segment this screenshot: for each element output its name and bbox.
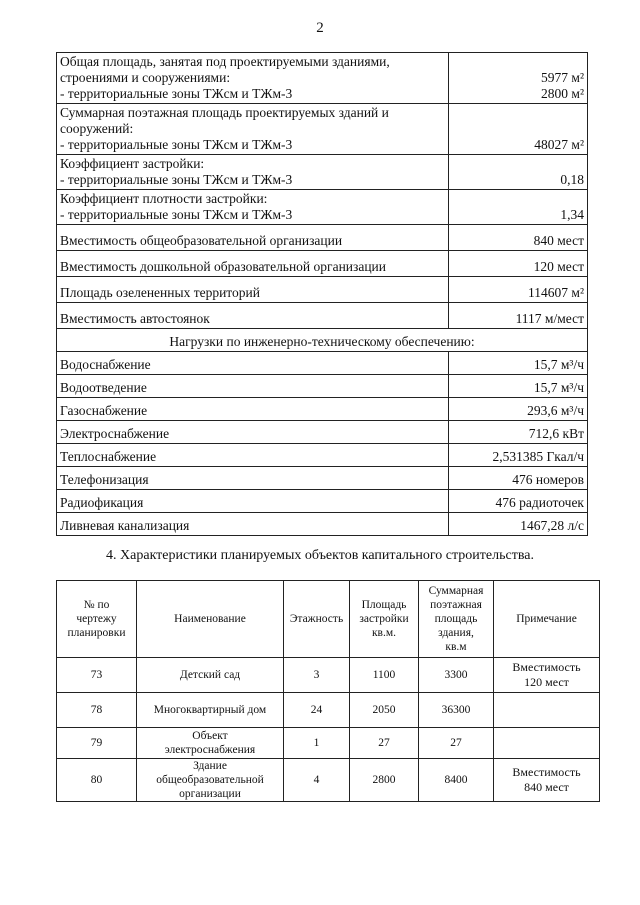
column-header-line: Наименование (174, 613, 246, 625)
object-number: 73 (57, 658, 137, 693)
param-label (57, 53, 449, 104)
object-note-line: 840 мест (524, 780, 569, 794)
column-header-line: кв.м. (371, 627, 397, 639)
param-label-line: Коэффициент застройки: (60, 156, 205, 171)
param-label: Площадь озелененных территорий (57, 277, 449, 303)
object-note (494, 693, 600, 728)
section-title: 4. Характеристики планируемых объектов капитального строительства. (106, 548, 534, 563)
param-label: Вместимость дошкольной образовательной организации (57, 251, 449, 277)
param-label: Вместимость автостоянок (57, 303, 449, 329)
object-name-line: организации (179, 788, 241, 800)
param-value-line: 5977 м² (541, 70, 584, 85)
param-row (57, 53, 588, 104)
object-name-line: Многоквартирный дом (153, 704, 267, 716)
param-row (57, 190, 588, 225)
param-value-line: 1,34 (560, 207, 584, 222)
param-row (57, 277, 588, 303)
param-value-line: 0,18 (560, 172, 584, 187)
column-header (350, 581, 419, 658)
object-floors: 3 (284, 658, 350, 693)
object-number: 80 (57, 759, 137, 802)
column-header-line: чертежу (76, 613, 117, 625)
column-header-line: поэтажная (430, 599, 482, 611)
param-row (57, 104, 588, 155)
param-label-line: строениями и сооружениями: (60, 70, 231, 85)
load-value: 712,6 кВт (449, 421, 588, 444)
param-value: 1117 м/мест (449, 303, 588, 329)
load-value: 476 номеров (449, 467, 588, 490)
object-note-line: 120 мест (524, 675, 569, 689)
object-total-area: 3300 (419, 658, 494, 693)
column-header (57, 581, 137, 658)
param-label-line: Коэффициент плотности застройки: (60, 191, 268, 206)
param-row (57, 225, 588, 251)
object-name-line: электроснабжения (164, 744, 256, 756)
param-label-line: сооружений: (60, 121, 134, 136)
param-value (449, 190, 588, 225)
object-number: 78 (57, 693, 137, 728)
load-label: Телефонизация (57, 467, 449, 490)
objects-header-row (57, 581, 600, 658)
load-row (57, 398, 588, 421)
param-label-line: - территориальные зоны ТЖсм и ТЖм-3 (60, 207, 293, 222)
object-row (57, 693, 600, 728)
load-value: 1467,28 л/с (449, 513, 588, 536)
param-label-line: Общая площадь, занятая под проектируемыми зданиями, (60, 54, 390, 69)
object-row (57, 759, 600, 802)
load-row (57, 490, 588, 513)
loads-header-row (57, 329, 588, 352)
column-header-line: кв.м (445, 641, 467, 653)
column-header-line: Суммарная (428, 585, 484, 597)
param-label-line: - территориальные зоны ТЖсм и ТЖм-3 (60, 137, 293, 152)
column-header (494, 581, 600, 658)
load-row (57, 421, 588, 444)
object-name (137, 728, 284, 759)
capital-objects-table (56, 580, 600, 802)
column-header-line: застройки (359, 613, 409, 625)
object-name (137, 693, 284, 728)
param-value (449, 104, 588, 155)
load-label: Радиофикация (57, 490, 449, 513)
object-row (57, 728, 600, 759)
param-value: 840 мест (449, 225, 588, 251)
load-label: Водоснабжение (57, 352, 449, 375)
load-value: 15,7 м³/ч (449, 352, 588, 375)
param-row (57, 251, 588, 277)
object-note-line: Вместимость (512, 765, 581, 779)
object-floors: 4 (284, 759, 350, 802)
load-label: Электроснабжение (57, 421, 449, 444)
param-value (449, 53, 588, 104)
project-parameters-table (56, 52, 588, 536)
load-value: 293,6 м³/ч (449, 398, 588, 421)
object-area: 2050 (350, 693, 419, 728)
object-floors: 24 (284, 693, 350, 728)
object-row (57, 658, 600, 693)
param-label (57, 104, 449, 155)
object-note (494, 728, 600, 759)
loads-header: Нагрузки по инженерно-техническому обеспечению: (57, 329, 588, 352)
load-row (57, 375, 588, 398)
load-value: 2,531385 Гкал/ч (449, 444, 588, 467)
object-name-line: Детский сад (179, 669, 241, 681)
param-label (57, 190, 449, 225)
param-value-line: 2800 м² (541, 86, 584, 101)
column-header-line: Примечание (516, 613, 577, 625)
param-label (57, 155, 449, 190)
param-row (57, 303, 588, 329)
object-area: 2800 (350, 759, 419, 802)
page-number: 2 (316, 20, 324, 36)
load-row (57, 444, 588, 467)
load-row (57, 513, 588, 536)
column-header-line: Этажность (289, 613, 344, 625)
column-header (137, 581, 284, 658)
object-note (494, 759, 600, 802)
load-label: Газоснабжение (57, 398, 449, 421)
object-note-line: Вместимость (512, 660, 581, 674)
object-name (137, 658, 284, 693)
load-label: Теплоснабжение (57, 444, 449, 467)
object-name-line: общеобразовательной (156, 774, 264, 786)
object-name (137, 759, 284, 802)
load-label: Ливневая канализация (57, 513, 449, 536)
param-value: 120 мест (449, 251, 588, 277)
object-note (494, 658, 600, 693)
param-value (449, 155, 588, 190)
load-label: Водоотведение (57, 375, 449, 398)
column-header-line: планировки (67, 627, 126, 639)
column-header-line: площадь (434, 613, 478, 625)
object-floors: 1 (284, 728, 350, 759)
load-value: 15,7 м³/ч (449, 375, 588, 398)
param-label-line: - территориальные зоны ТЖсм и ТЖм-3 (60, 172, 293, 187)
object-number: 79 (57, 728, 137, 759)
object-total-area: 36300 (419, 693, 494, 728)
load-value: 476 радиоточек (449, 490, 588, 513)
param-row (57, 155, 588, 190)
object-name-line: Здание (193, 760, 227, 772)
param-label-line: - территориальные зоны ТЖсм и ТЖм-3 (60, 86, 293, 101)
column-header-line: № по (83, 599, 110, 611)
param-label: Вместимость общеобразовательной организации (57, 225, 449, 251)
object-total-area: 27 (419, 728, 494, 759)
param-value: 114607 м² (449, 277, 588, 303)
load-row (57, 352, 588, 375)
object-area: 27 (350, 728, 419, 759)
column-header (284, 581, 350, 658)
param-value-line: 48027 м² (534, 137, 584, 152)
object-area: 1100 (350, 658, 419, 693)
load-row (57, 467, 588, 490)
column-header (419, 581, 494, 658)
object-total-area: 8400 (419, 759, 494, 802)
object-name-line: Объект (192, 730, 228, 742)
column-header-line: Площадь (361, 599, 407, 611)
column-header-line: здания, (438, 627, 474, 639)
param-label-line: Суммарная поэтажная площадь проектируемых зданий и (60, 105, 389, 120)
